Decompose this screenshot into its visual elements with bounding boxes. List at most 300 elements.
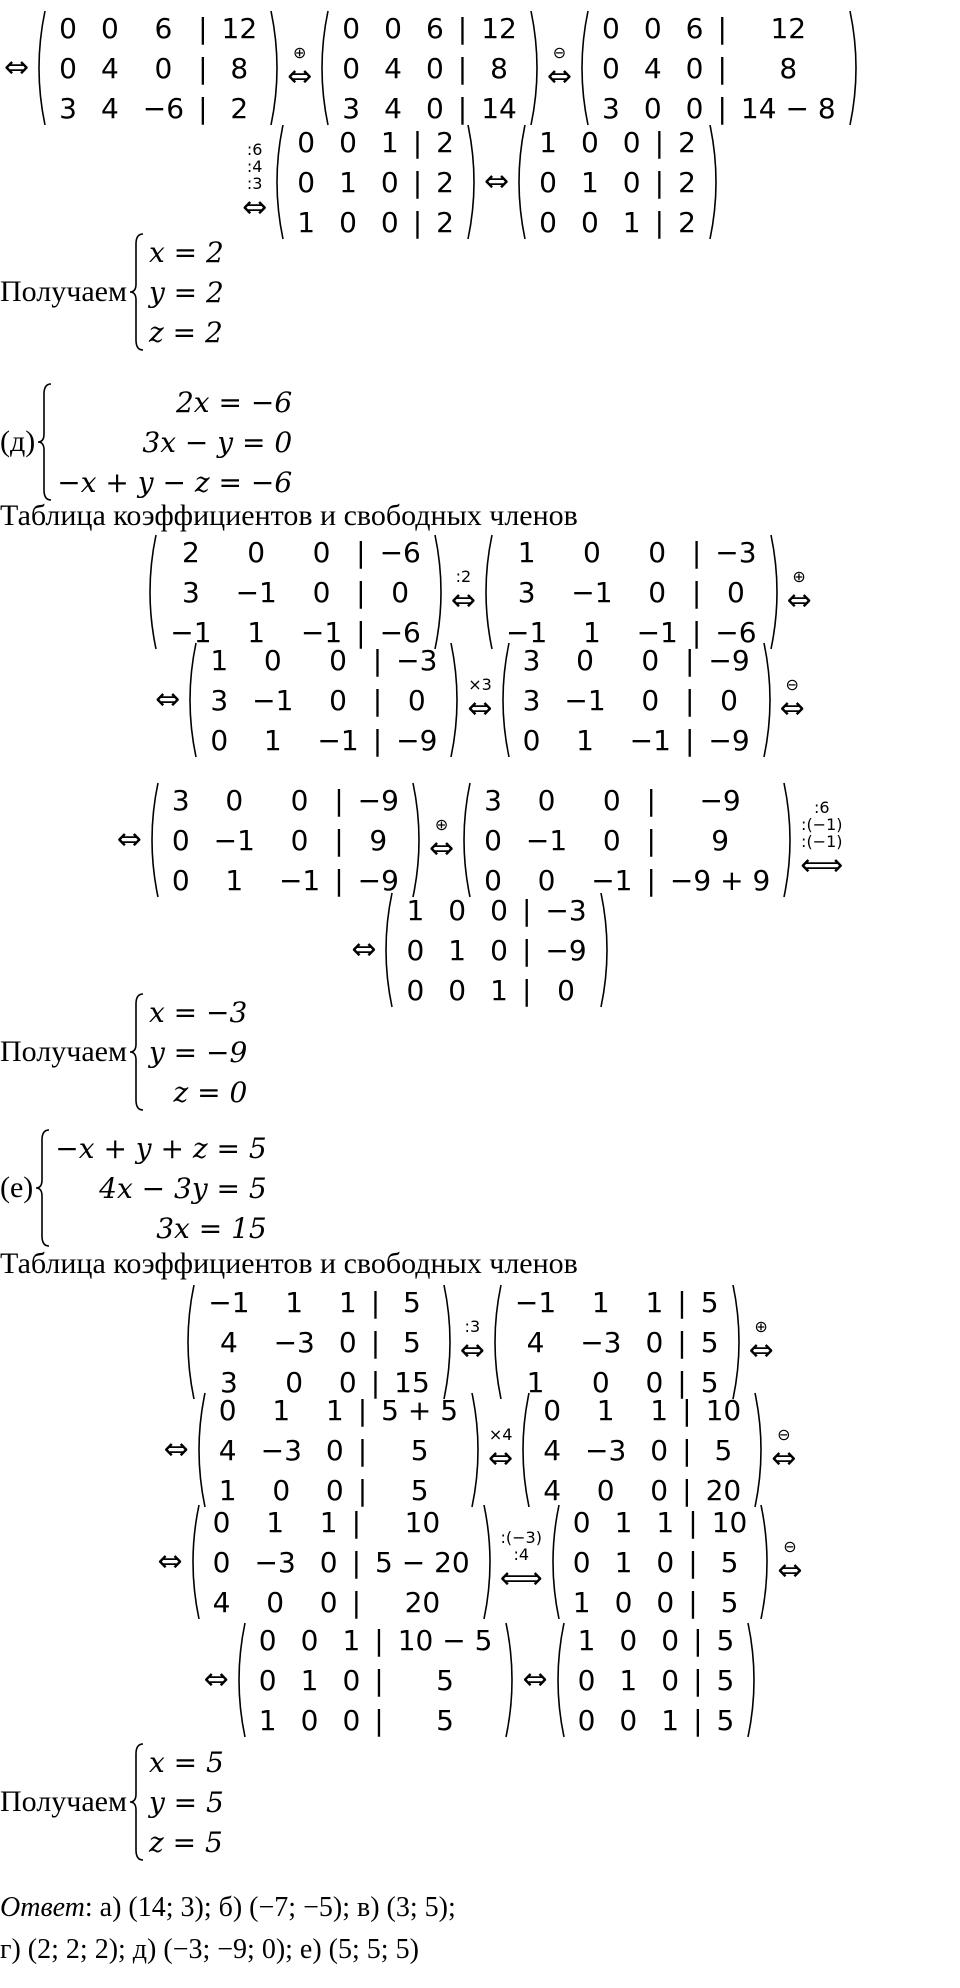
matrix-cell: 2 xyxy=(678,165,696,199)
operation-label: :6 xyxy=(246,139,263,159)
augment-separator: | xyxy=(684,643,695,677)
matrix-cell: 0 xyxy=(297,165,316,199)
equation: x = 2 xyxy=(148,235,224,269)
augment-separator: | xyxy=(356,575,366,609)
augment-separator: | xyxy=(372,683,383,717)
matrix-cell: 5 xyxy=(436,1703,454,1737)
matrix-cell: −3 xyxy=(545,893,587,927)
augmented-matrix xyxy=(184,640,463,760)
matrix-cell: −6 xyxy=(379,535,421,569)
matrix-cell: 5 xyxy=(700,1365,719,1399)
matrix-row xyxy=(0,640,960,760)
matrix-cell: 0 xyxy=(171,863,190,897)
matrix-cell: 1 xyxy=(583,615,601,649)
matrix-cell: 5 xyxy=(700,1285,719,1319)
matrix-cell: −1 xyxy=(636,615,678,649)
matrix-cell: 4 xyxy=(543,1433,562,1467)
matrix-cell: 0 xyxy=(210,723,229,757)
augmented-matrix xyxy=(576,8,862,128)
left-paren xyxy=(193,1390,207,1510)
matrix-cell: 1 xyxy=(517,535,536,569)
matrix-cell: 0 xyxy=(539,165,557,199)
operation-label: ⊕ xyxy=(792,566,806,586)
left-paren xyxy=(184,640,198,760)
augment-separator: | xyxy=(374,1663,384,1697)
system-equations xyxy=(53,1128,268,1248)
equivalence-arrow: ⇔ xyxy=(450,582,476,618)
operation-label: ⊕ xyxy=(434,814,449,834)
matrix-cell: 4 xyxy=(384,51,402,85)
augment-separator: | xyxy=(688,1505,698,1539)
matrix-cell: 0 xyxy=(100,11,119,45)
matrix-cell: 0 xyxy=(407,683,426,717)
matrix-cell: 1 xyxy=(285,1285,304,1319)
augment-separator: | xyxy=(351,1505,362,1539)
augment-separator: | xyxy=(334,823,344,857)
right-paren xyxy=(753,1390,767,1510)
matrix-cell: 0 xyxy=(539,205,557,239)
matrix-cell: 3 xyxy=(210,683,229,717)
system-equations xyxy=(147,1742,226,1862)
augment-separator: | xyxy=(717,91,727,125)
operation-label: :2 xyxy=(455,566,472,586)
matrix-cell: 0 xyxy=(557,973,575,1007)
augment-separator: | xyxy=(356,615,366,649)
matrix-cell: 1 xyxy=(210,643,229,677)
augmented-matrix xyxy=(489,1282,745,1402)
matrix-cell: 1 xyxy=(614,1505,633,1539)
matrix-cell: 20 xyxy=(404,1585,441,1619)
matrix-row xyxy=(0,1390,960,1510)
matrix-cell: −1 xyxy=(317,723,359,757)
matrix-cell: 0 xyxy=(342,51,361,85)
matrix-cell: −1 xyxy=(300,615,343,649)
equivalence-operator xyxy=(164,1434,189,1466)
equivalence-operator xyxy=(204,1664,229,1696)
matrix-cell: 0 xyxy=(325,1433,344,1467)
augmented-matrix xyxy=(552,1620,761,1740)
equivalence-operator xyxy=(460,1318,485,1367)
matrix-cell: 1 xyxy=(266,1505,285,1539)
left-paren xyxy=(182,1282,196,1402)
matrix-cell: −9 xyxy=(545,933,587,967)
matrix-cell: −1 xyxy=(235,575,277,609)
matrix-cell: 1 xyxy=(622,205,641,239)
operation-label: :3 xyxy=(246,173,263,193)
matrix-row xyxy=(0,1282,960,1402)
system-block xyxy=(0,1742,960,1862)
equivalence-operator xyxy=(488,1426,513,1475)
matrix-cell: 1 xyxy=(596,1393,615,1427)
matrix-cell: 2 xyxy=(436,125,454,159)
equivalence-arrow: ⇔ xyxy=(484,164,510,199)
equivalence-arrow: ⇔ xyxy=(351,932,377,967)
augment-separator: | xyxy=(370,1365,381,1399)
matrix-cell: 0 xyxy=(290,823,309,857)
matrix-cell: 0 xyxy=(300,1623,319,1657)
equivalence-arrow: ⇔ xyxy=(522,1662,548,1697)
matrix-cell: 8 xyxy=(779,51,798,85)
augment-separator: | xyxy=(198,11,208,45)
augment-separator: | xyxy=(691,615,702,649)
matrix-cell: 2 xyxy=(182,535,200,569)
matrix-cell: −9 + 9 xyxy=(669,863,771,897)
matrix-cell: 0 xyxy=(591,1365,610,1399)
matrix-cell: 0 xyxy=(572,1545,591,1579)
matrix-cell: −9 xyxy=(396,723,438,757)
operation-label: :(−1) xyxy=(801,831,843,851)
augmented-matrix xyxy=(182,1282,455,1402)
matrix-cell: 0 xyxy=(342,11,361,45)
matrix-row xyxy=(0,532,960,652)
equation: z = 0 xyxy=(173,1075,248,1109)
matrix-cell: −1 xyxy=(525,823,568,857)
equivalence-arrow: ⇔ xyxy=(287,58,313,94)
equation: x = 5 xyxy=(148,1745,224,1779)
matrix-cell: 0 xyxy=(602,823,621,857)
matrix-cell: 5 xyxy=(714,1433,733,1467)
matrix-cell: 1 xyxy=(406,893,425,927)
equation: 3x = 15 xyxy=(156,1211,267,1245)
matrix-cell: 0 xyxy=(656,1585,675,1619)
equivalence-arrow: ⟺ xyxy=(499,1561,543,1596)
right-paren xyxy=(782,780,796,900)
matrix-cell: 0 xyxy=(406,973,425,1007)
matrix-cell: 8 xyxy=(490,51,508,85)
matrix-cell: 0 xyxy=(641,683,660,717)
matrix-cell: 0 xyxy=(619,1703,638,1737)
matrix-cell: −3 xyxy=(580,1325,622,1359)
matrix-cell: 1 xyxy=(490,973,508,1007)
matrix-cell: 5 + 5 xyxy=(381,1393,459,1427)
matrix-cell: 0 xyxy=(290,783,309,817)
matrix-cell: −1 xyxy=(571,575,613,609)
equation: y = 2 xyxy=(148,275,224,309)
matrix-cell: 0 xyxy=(272,1473,291,1507)
augmented-matrix xyxy=(33,8,283,128)
matrix-cell: −3 xyxy=(254,1545,296,1579)
equivalence-operator xyxy=(451,568,476,617)
matrix-cell: 12 xyxy=(481,11,517,45)
left-paren xyxy=(552,1620,566,1740)
matrix-cell: −9 xyxy=(708,643,750,677)
matrix-cell: 8 xyxy=(230,51,249,85)
matrix-cell: 6 xyxy=(154,11,173,45)
augment-separator: | xyxy=(677,1365,687,1399)
equivalence-operator xyxy=(467,676,492,725)
augment-separator: | xyxy=(351,1585,362,1619)
left-paren xyxy=(489,1282,503,1402)
matrix-cell: 0 xyxy=(297,125,316,159)
augmented-matrix xyxy=(193,1390,484,1510)
matrix-cell: 0 xyxy=(641,643,660,677)
matrix-cell: 0 xyxy=(619,1623,638,1657)
matrix-cell: 1 xyxy=(380,125,399,159)
matrix-cell: 5 xyxy=(716,1663,735,1697)
operation-label: :4 xyxy=(246,156,263,176)
augmented-matrix xyxy=(271,122,480,242)
system-equations xyxy=(147,992,249,1112)
augment-separator: | xyxy=(356,535,366,569)
matrix-cell: 0 xyxy=(656,1545,675,1579)
matrix-cell: −1 xyxy=(213,823,255,857)
matrix-cell: 10 − 5 xyxy=(397,1623,493,1657)
answer-word: Ответ xyxy=(0,1892,85,1923)
augmented-matrix xyxy=(547,1502,774,1622)
matrix-cell: 4 xyxy=(218,1433,237,1467)
augment-separator: | xyxy=(684,723,695,757)
matrix-cell: 0 xyxy=(661,1623,680,1657)
system-label: Получаем xyxy=(0,275,127,308)
equivalence-arrow: ⇔ xyxy=(155,682,181,717)
augment-separator: | xyxy=(198,91,208,125)
matrix-cell: −9 xyxy=(699,783,741,817)
equation: 4x − 3y = 5 xyxy=(99,1171,267,1205)
matrix-cell: 12 xyxy=(770,11,807,45)
right-paren xyxy=(708,122,722,242)
right-paren xyxy=(529,8,543,128)
table-heading xyxy=(0,498,960,534)
matrix-cell: 0 xyxy=(380,165,399,199)
matrix-cell: 0 xyxy=(622,125,641,159)
equivalence-operator xyxy=(777,1538,802,1587)
equivalence-operator xyxy=(780,676,805,725)
system-label: Получаем xyxy=(0,1785,127,1818)
left-paren xyxy=(517,1390,531,1510)
matrix-cell: 0 xyxy=(648,535,667,569)
augment-separator: | xyxy=(412,205,423,239)
augment-separator: | xyxy=(351,1545,362,1579)
augment-separator: | xyxy=(691,575,702,609)
matrix-cell: 1 xyxy=(272,1393,291,1427)
matrix-cell: 3 xyxy=(602,91,620,125)
table-heading xyxy=(0,1246,960,1282)
matrix-cell: 5 xyxy=(720,1585,739,1619)
matrix-cell: 10 xyxy=(711,1505,748,1539)
augmented-matrix xyxy=(497,640,776,760)
matrix-cell: 12 xyxy=(221,11,258,45)
matrix-cell: 1 xyxy=(342,1623,361,1657)
augment-separator: | xyxy=(457,11,468,45)
matrix-cell: 4 xyxy=(212,1585,231,1619)
system-brace xyxy=(129,992,145,1112)
right-paren xyxy=(269,8,283,128)
augment-separator: | xyxy=(717,51,727,85)
matrix-cell: 0 xyxy=(285,1365,304,1399)
equivalence-arrow: ⇔ xyxy=(157,1544,183,1579)
matrix-cell: 6 xyxy=(425,11,444,45)
matrix-cell: 1 xyxy=(572,1585,591,1619)
matrix-cell: 5 xyxy=(716,1703,735,1737)
matrix-cell: 0 xyxy=(339,125,357,159)
matrix-cell: −6 xyxy=(142,91,185,125)
matrix-cell: 1 xyxy=(218,1473,237,1507)
matrix-cell: 1 xyxy=(539,125,557,159)
matrix-cell: 0 xyxy=(225,783,244,817)
augment-separator: | xyxy=(646,823,656,857)
matrix-cell: 9 xyxy=(711,823,730,857)
matrix-cell: 1 xyxy=(577,1623,596,1657)
operation-label: :4 xyxy=(513,1545,530,1564)
system-brace xyxy=(37,382,53,502)
matrix-cell: 0 xyxy=(406,933,425,967)
system-brace xyxy=(35,1128,51,1248)
equivalence-arrow: ⇔ xyxy=(428,830,455,866)
equivalence-operator xyxy=(351,934,376,966)
equation: 2x = −6 xyxy=(175,385,293,419)
matrix-cell: 0 xyxy=(650,1473,669,1507)
matrix-cell: 0 xyxy=(312,535,331,569)
matrix-cell: 4 xyxy=(643,51,662,85)
equation: −x + y + z = 5 xyxy=(55,1131,267,1165)
matrix-cell: −6 xyxy=(715,615,757,649)
equation: z = 5 xyxy=(148,1825,223,1859)
matrix-cell: −1 xyxy=(564,683,606,717)
operation-label: :(−3) xyxy=(500,1528,542,1547)
augment-separator: | xyxy=(457,51,468,85)
matrix-cell: 0 xyxy=(661,1663,680,1697)
equivalence-arrow: ⇔ xyxy=(771,1440,797,1476)
left-paren xyxy=(233,1620,247,1740)
augment-separator: | xyxy=(693,1623,703,1657)
augment-separator: | xyxy=(691,535,702,569)
right-paren xyxy=(411,780,425,900)
matrix-cell: 0 xyxy=(266,1585,285,1619)
augment-separator: | xyxy=(412,165,423,199)
equivalence-operator xyxy=(287,44,312,93)
augment-separator: | xyxy=(457,91,468,125)
matrix-cell: 0 xyxy=(577,1703,596,1737)
system-block xyxy=(0,1128,960,1248)
operation-label: ⊕ xyxy=(754,1316,768,1336)
augmented-matrix xyxy=(480,532,783,652)
system-label: Получаем xyxy=(0,1035,127,1068)
operation-label: ⊖ xyxy=(552,42,567,62)
matrix-cell: 0 xyxy=(171,823,190,857)
equivalence-arrow: ⇔ xyxy=(546,58,572,94)
answer-part-2: г) (2; 2; 2); д) (−3; −9; 0); е) (5; 5; 5) xyxy=(0,1934,419,1965)
augment-separator: | xyxy=(334,783,344,817)
operation-label: :6 xyxy=(814,797,830,817)
operation-label: ⊕ xyxy=(293,42,307,62)
matrix-cell: 1 xyxy=(526,1365,545,1399)
matrix-cell: 0 xyxy=(380,205,399,239)
matrix-cell: 4 xyxy=(100,51,119,85)
right-paren xyxy=(759,1502,773,1622)
matrix-cell: 0 xyxy=(685,91,704,125)
augment-separator: | xyxy=(677,1285,687,1319)
matrix-cell: 1 xyxy=(650,1393,669,1427)
matrix-cell: 0 xyxy=(645,1365,664,1399)
matrix-cell: −1 xyxy=(514,1285,557,1319)
matrix-cell: −3 xyxy=(715,535,757,569)
equivalence-operator xyxy=(771,1426,796,1475)
matrix-cell: 3 xyxy=(171,783,190,817)
equivalence-operator xyxy=(787,568,812,617)
matrix-cell: 0 xyxy=(342,1663,361,1697)
matrix-cell: 2 xyxy=(436,205,454,239)
matrix-cell: −3 xyxy=(273,1325,315,1359)
system-label: (е) xyxy=(0,1171,34,1204)
operation-label: ×3 xyxy=(468,674,492,694)
matrix-cell: 0 xyxy=(384,11,402,45)
matrix-cell: −1 xyxy=(208,1285,250,1319)
augment-separator: | xyxy=(646,783,656,817)
table-heading-text: Таблица коэффициентов и свободных членов xyxy=(0,1247,578,1280)
augment-separator: | xyxy=(688,1585,698,1619)
equivalence-arrow: ⇔ xyxy=(4,50,30,85)
augmented-matrix xyxy=(458,780,796,900)
matrix-cell: 10 xyxy=(404,1505,441,1539)
matrix-cell: 4 xyxy=(100,91,119,125)
matrix-cell: 0 xyxy=(650,1433,669,1467)
matrix-cell: 0 xyxy=(212,1505,231,1539)
left-paren xyxy=(316,8,330,128)
matrix-row xyxy=(0,780,960,900)
matrix-cell: 3 xyxy=(522,683,541,717)
matrix-cell: −9 xyxy=(708,723,750,757)
augment-separator: | xyxy=(521,973,532,1007)
matrix-cell: 1 xyxy=(619,1663,638,1697)
equivalence-arrow: ⇔ xyxy=(777,1552,803,1588)
answer-line-1 xyxy=(0,1888,960,1928)
equation: 3x − y = 0 xyxy=(142,425,293,459)
left-paren xyxy=(576,8,590,128)
right-paren xyxy=(848,8,862,128)
matrix-cell: −1 xyxy=(252,683,294,717)
left-paren xyxy=(144,532,158,652)
matrix-cell: 0 xyxy=(596,1473,615,1507)
augment-separator: | xyxy=(684,683,695,717)
matrix-cell: −1 xyxy=(506,615,548,649)
system-block xyxy=(0,992,960,1112)
system-block xyxy=(0,232,960,352)
matrix-cell: 0 xyxy=(329,643,347,677)
augment-separator: | xyxy=(654,165,665,199)
right-paren xyxy=(746,1620,760,1740)
matrix-cell: 0 xyxy=(490,933,508,967)
matrix-cell: 20 xyxy=(705,1473,742,1507)
system-label: (д) xyxy=(0,425,36,458)
matrix-cell: 5 xyxy=(403,1285,421,1319)
operation-label: ⊖ xyxy=(777,1424,791,1444)
matrix-cell: 0 xyxy=(338,1325,357,1359)
matrix-cell: 14 xyxy=(481,91,517,125)
left-paren xyxy=(547,1502,561,1622)
matrix-cell: 5 xyxy=(436,1663,454,1697)
matrix-cell: 0 xyxy=(391,575,410,609)
matrix-cell: 0 xyxy=(602,51,620,85)
equivalence-arrow: ⇔ xyxy=(203,1662,229,1697)
augment-separator: | xyxy=(682,1393,692,1427)
matrix-cell: 3 xyxy=(342,91,361,125)
matrix-cell: 2 xyxy=(678,205,696,239)
matrix-cell: 0 xyxy=(522,723,541,757)
equivalence-operator xyxy=(749,1318,774,1367)
right-paren xyxy=(504,1620,518,1740)
left-paren xyxy=(146,780,160,900)
left-paren xyxy=(497,640,511,760)
augment-separator: | xyxy=(677,1325,687,1359)
augment-separator: | xyxy=(682,1433,692,1467)
matrix-cell: 0 xyxy=(319,1585,338,1619)
matrix-cell: 0 xyxy=(448,893,467,927)
matrix-cell: −3 xyxy=(585,1433,627,1467)
matrix-cell: 0 xyxy=(258,1623,277,1657)
matrix-cell: −3 xyxy=(396,643,438,677)
equation: y = −9 xyxy=(148,1035,248,1069)
operation-label: ⊖ xyxy=(783,1536,797,1556)
